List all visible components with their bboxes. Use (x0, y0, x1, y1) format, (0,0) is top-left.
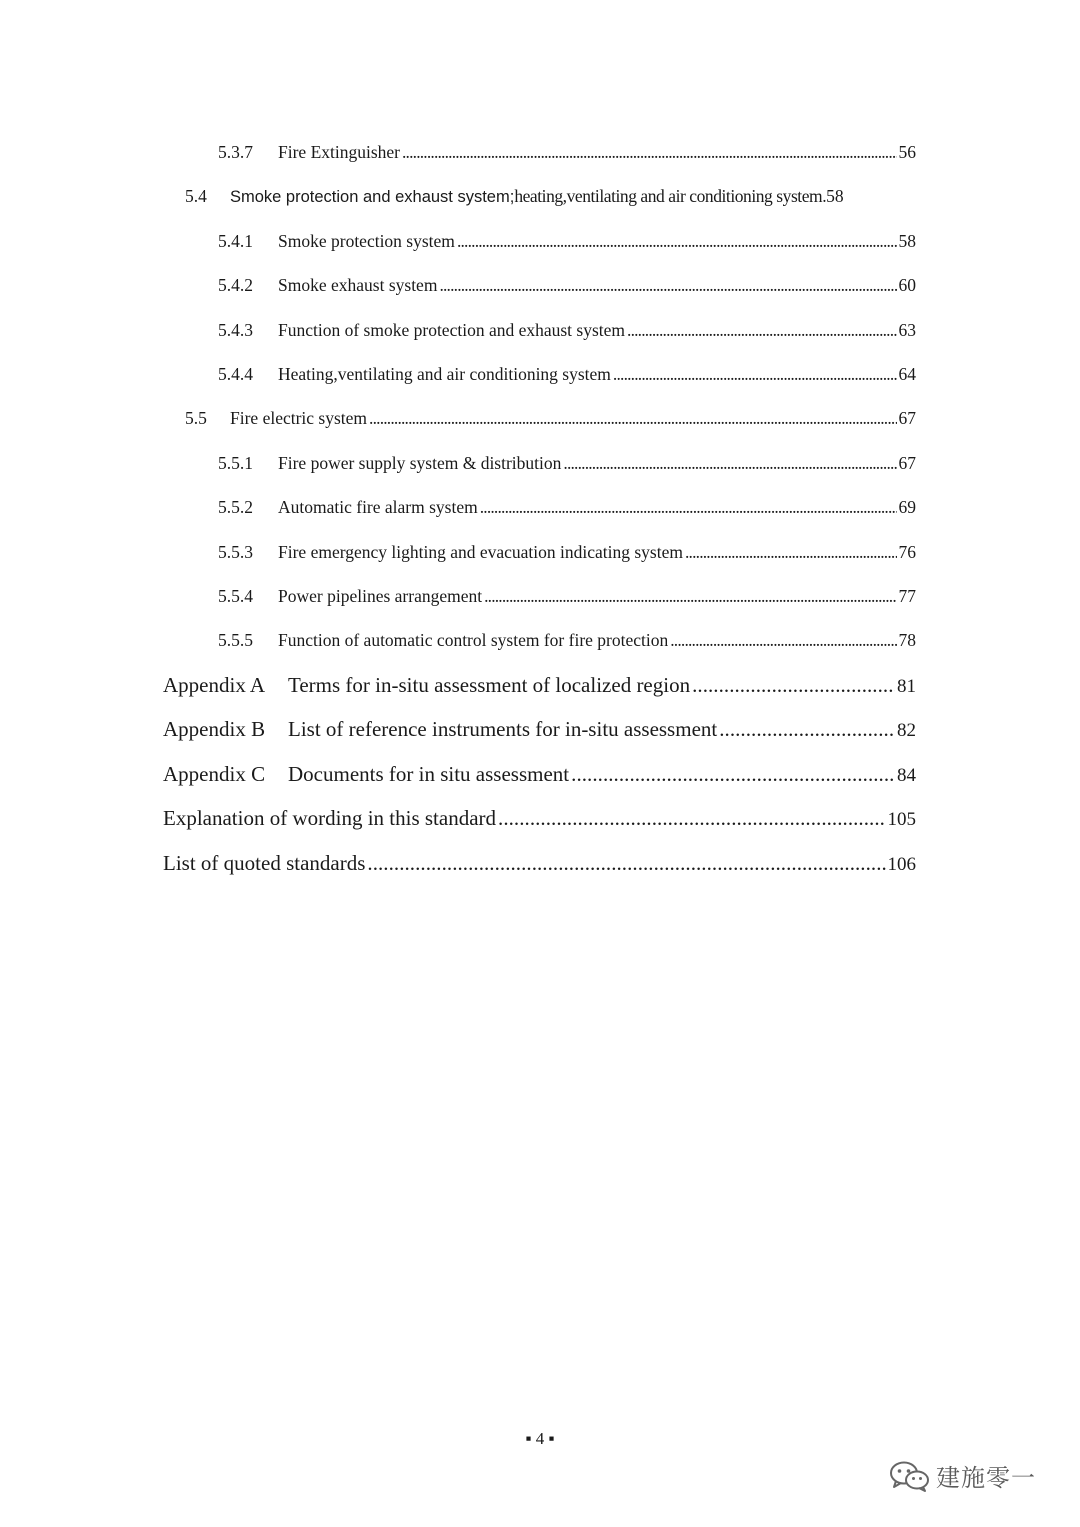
toc-entry[interactable] (218, 364, 916, 385)
toc-entry-title: Terms for in-situ assessment of localized region (288, 673, 691, 697)
toc-entry-number: 5.4.2 (218, 275, 253, 295)
toc-entry-page: 105 (887, 809, 916, 830)
toc-entry[interactable] (218, 497, 916, 518)
dot-leader (480, 497, 897, 518)
toc-entry-title: Automatic fire alarm system (278, 497, 478, 517)
toc-entry-title: Explanation of wording in this standard (163, 806, 497, 830)
toc-entry-number: 5.4.1 (218, 231, 253, 251)
toc-entry[interactable] (218, 142, 916, 163)
toc-entry[interactable] (163, 806, 916, 831)
toc-entry-number: 5.5.5 (218, 630, 253, 650)
dot-leader (670, 630, 896, 651)
dot-leader (498, 806, 885, 831)
toc-entry[interactable] (218, 320, 916, 341)
toc-entry-title: Function of smoke protection and exhaust system (278, 320, 626, 340)
page-number: ▪ 4 ▪ (525, 1429, 555, 1448)
toc-entry[interactable] (218, 231, 916, 252)
toc-entry-title: Function of automatic control system for fire protection (278, 630, 669, 650)
toc-entry-page: 78 (898, 630, 916, 650)
toc-entry[interactable] (185, 408, 916, 429)
toc-entry-number: Appendix A (163, 673, 266, 697)
toc-entry-title: Fire electric system (230, 408, 368, 428)
toc-entry-page: 64 (898, 364, 916, 384)
toc-entry-number: 5.5.2 (218, 497, 253, 517)
toc-entry-page: 82 (897, 720, 916, 741)
toc-entry-page: 63 (898, 320, 916, 340)
dot-leader (367, 851, 885, 876)
toc-entry-title: Smoke protection system (278, 231, 455, 251)
toc-entry-number: 5.4 (185, 186, 207, 206)
dot-leader (563, 453, 896, 474)
toc-entry-page: 69 (898, 497, 916, 517)
dot-leader (613, 364, 897, 385)
dot-leader (439, 275, 896, 296)
toc-entry-title: heating,ventilating and air conditioning system. (514, 186, 827, 206)
toc-entry[interactable] (163, 762, 916, 787)
toc-entry[interactable] (218, 586, 916, 607)
toc-entry[interactable] (218, 542, 916, 563)
toc-entry-page: 106 (887, 854, 916, 875)
toc-entry-page: 84 (897, 765, 916, 786)
toc-entry-number: 5.5 (185, 408, 207, 428)
dot-leader (484, 586, 896, 607)
toc-entry[interactable] (218, 630, 916, 651)
toc-entry-number: 5.5.3 (218, 542, 253, 562)
toc-entry-title: Fire power supply system & distribution (278, 453, 562, 473)
toc-entry-title: Fire Extinguisher (278, 142, 400, 162)
toc-entry-number: Appendix B (163, 717, 266, 741)
toc-entry-page: 76 (898, 542, 916, 562)
toc-entry-title: Documents for in situ assessment (288, 762, 570, 786)
wechat-icon (888, 1459, 930, 1493)
toc-entry[interactable] (218, 453, 916, 474)
watermark-text: 建施零一 (936, 1464, 1036, 1492)
toc-entry-number: Appendix C (163, 762, 266, 786)
dot-leader (719, 717, 895, 742)
toc-entry-number: 5.5.1 (218, 453, 253, 473)
toc-entry-page: 58 (826, 186, 844, 206)
toc-entry-page: 67 (898, 453, 916, 473)
toc-entry-title: Fire emergency lighting and evacuation indicating system (278, 542, 683, 562)
toc-entry-page: 56 (898, 142, 916, 162)
toc-entry-title: Smoke exhaust system (278, 275, 438, 295)
toc-entry-number: 5.4.4 (218, 364, 253, 384)
toc-entry[interactable] (185, 186, 916, 207)
toc-entry-number: 5.4.3 (218, 320, 253, 340)
dot-leader (627, 320, 896, 341)
toc-entry-page: 67 (898, 408, 916, 428)
dot-leader (402, 142, 897, 163)
watermark (888, 1458, 1036, 1493)
toc-entry-page: 77 (898, 586, 916, 606)
toc-entry-page: 60 (898, 275, 916, 295)
dot-leader (692, 673, 895, 698)
toc-entry-title: Heating,ventilating and air conditioning system (278, 364, 611, 384)
dot-leader (457, 231, 897, 252)
dot-leader (369, 408, 896, 429)
toc-entry-title: List of reference instruments for in-situ assessment (288, 717, 718, 741)
toc-entry[interactable] (163, 851, 916, 876)
dot-leader (571, 762, 895, 787)
toc-entry-number: 5.3.7 (218, 142, 253, 162)
toc-entry[interactable] (163, 717, 916, 742)
toc-entry[interactable] (163, 673, 916, 698)
dot-leader (685, 542, 897, 563)
toc-entry[interactable] (218, 275, 916, 296)
toc-entry-page: 58 (898, 231, 916, 251)
toc-entry-number: 5.5.4 (218, 586, 253, 606)
toc-entry-title-part: Smoke protection and exhaust system; (230, 188, 515, 206)
toc-entry-title: List of quoted standards (163, 851, 366, 875)
toc-entry-page: 81 (897, 676, 916, 697)
toc-entry-title: Power pipelines arrangement (278, 586, 483, 606)
